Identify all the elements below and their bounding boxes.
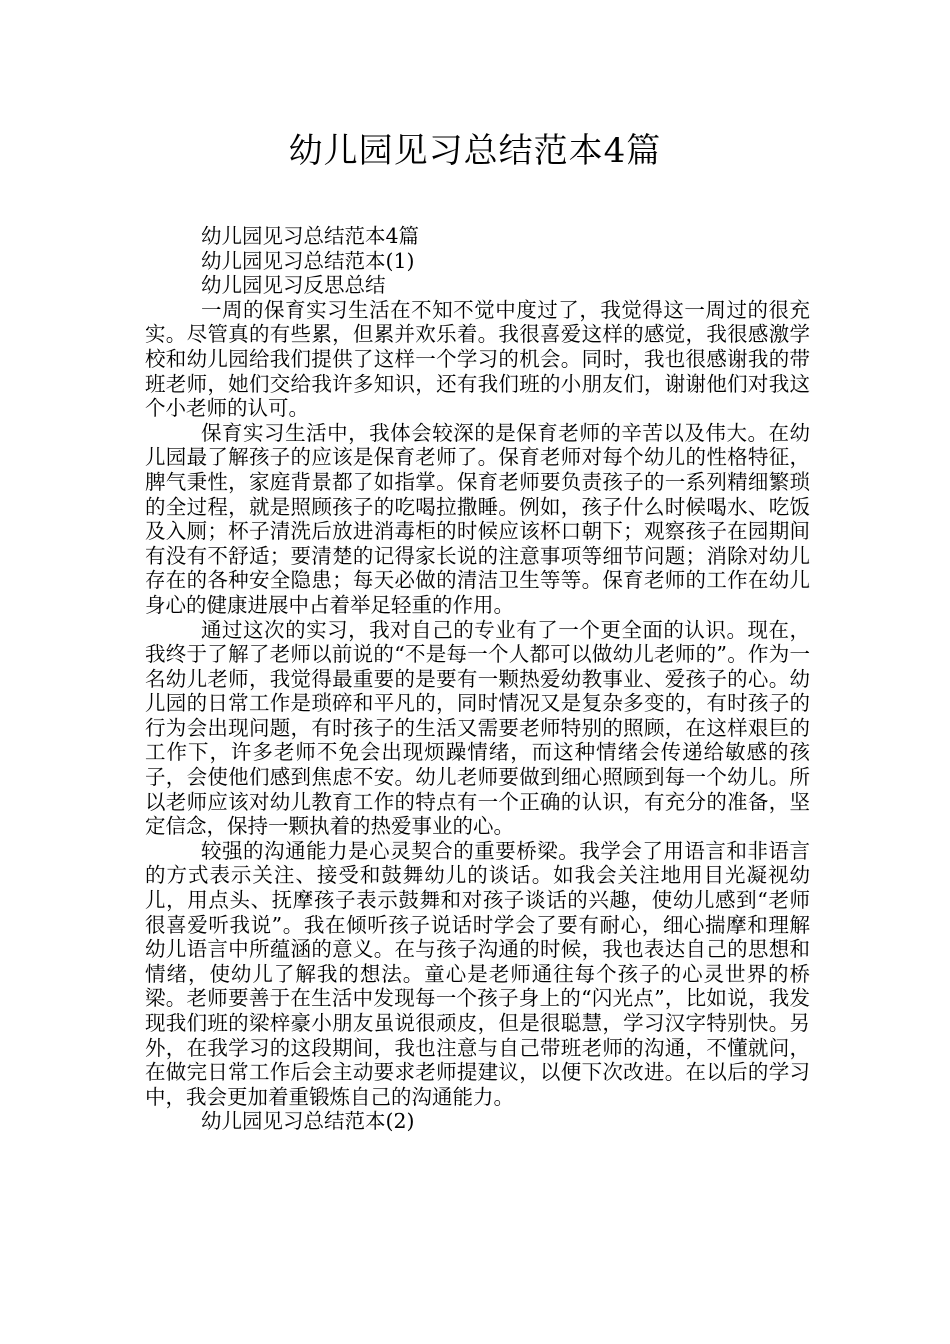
document-body (145, 224, 810, 1134)
section-1-heading: 幼儿园见习总结范本(1) (201, 248, 415, 273)
paragraph-3: 通过这次的实习，我对自己的专业有了一个更全面的认识。现在，我终于了解了老师以前说的“不是每一个人都可以做幼儿老师的”。作为一名幼儿老师，我觉得最重要的是要有一颗热爱幼教事业、爱孩子的心。幼儿园的日常工作是琐碎和平凡的，同时情况又是复杂多变的，有时孩子的行为会出现问题，有时孩子的生活又需要老师特别的照顾，在这样艰巨的工作下，许多老师不免会出现烦躁情绪，而这种情绪会传递给敏感的孩子，会使他们感到焦虑不安。幼儿老师要做到细心照顾到每一个幼儿。所以老师应该对幼儿教育工作的特点有一个正确的认识，有充分的准备，坚定信念，保持一颗执着的热爱事业的心。 (145, 617, 810, 839)
document-title: 幼儿园见习总结范本4篇 (288, 131, 662, 171)
section-1-title: 幼儿园见习反思总结 (201, 273, 386, 298)
document-subtitle: 幼儿园见习总结范本4篇 (201, 224, 420, 248)
paragraph-1: 一周的保育实习生活在不知不觉中度过了，我觉得这一周过的很充实。尽管真的有些累，但累并欢乐着。我很喜爱这样的感觉，我很感激学校和幼儿园给我们提供了这样一个学习的机会。同时，我也很感谢我的带班老师，她们交给我许多知识，还有我们班的小朋友们，谢谢他们对我这个小老师的认可。 (145, 297, 810, 421)
paragraph-2: 保育实习生活中，我体会较深的是保育老师的辛苦以及伟大。在幼儿园最了解孩子的应该是保育老师了。保育老师对每个幼儿的性格特征，脾气秉性，家庭背景都了如指掌。保育老师要负责孩子的一系列精细繁琐的全过程，就是照顾孩子的吃喝拉撒睡。例如，孩子什么时候喝水、吃饭及入厕；杯子清洗后放进消毒柜的时候应该杯口朝下；观察孩子在园期间有没有不舒适；要清楚的记得家长说的注意事项等细节问题；消除对幼儿存在的各种安全隐患；每天必做的清洁卫生等等。保育老师的工作在幼儿身心的健康进展中占着举足轻重的作用。 (145, 420, 810, 617)
paragraph-4: 较强的沟通能力是心灵契合的重要桥梁。我学会了用语言和非语言的方式表示关注、接受和鼓舞幼儿的谈话。如我会关注地用目光凝视幼儿，用点头、抚摩孩子表示鼓舞和对孩子谈话的兴趣，使幼儿感到“老师很喜爱听我说”。我在倾听孩子说话时学会了要有耐心，细心揣摩和理解幼儿语言中所蕴涵的意义。在与孩子沟通的时候，我也表达自己的思想和情绪，使幼儿了解我的想法。童心是老师通往每个孩子的心灵世界的桥梁。老师要善于在生活中发现每一个孩子身上的“闪光点”，比如说，我发现我们班的梁梓豪小朋友虽说很顽皮，但是很聪慧，学习汉字特别快。另外，在我学习的这段期间，我也注意与自己带班老师的沟通，不懂就问，在做完日常工作后会主动要求老师提建议，以便下次改进。在以后的学习中，我会更加着重锻炼自己的沟通能力。 (145, 838, 810, 1109)
section-2-heading: 幼儿园见习总结范本(2) (201, 1109, 415, 1134)
